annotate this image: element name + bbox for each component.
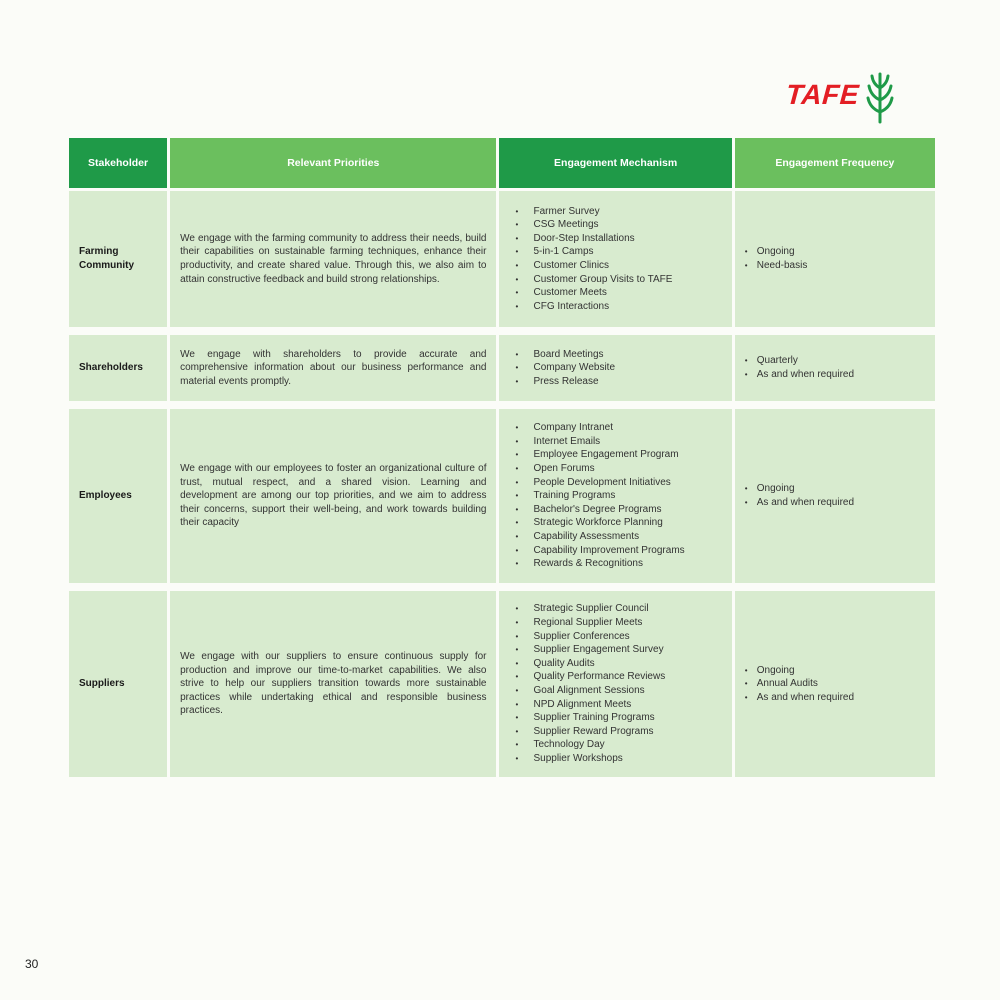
mechanism-cell [499, 191, 731, 327]
list-item: • Quality Performance Reviews [515, 670, 721, 684]
list-item: • Goal Alignment Sessions [515, 684, 721, 698]
header-engagement-mechanism: Engagement Mechanism [499, 138, 731, 188]
list-item: • Regional Supplier Meets [515, 616, 721, 630]
list-item: • Internet Emails [515, 435, 721, 449]
row-spacer [69, 586, 935, 588]
list-item: • 5-in-1 Camps [515, 245, 721, 259]
list-item: • Employee Engagement Program [515, 448, 721, 462]
page-number: 30 [25, 957, 39, 971]
list-item: • Bachelor's Degree Programs [515, 503, 721, 517]
frequency-cell [735, 191, 935, 327]
list-item: • Door-Step Installations [515, 232, 721, 246]
list-item: • Strategic Workforce Planning [515, 516, 721, 530]
list-item: • Supplier Engagement Survey [515, 643, 721, 657]
stakeholder-engagement-table [66, 135, 938, 780]
mechanism-cell [499, 335, 731, 401]
list-item: • As and when required [745, 368, 925, 382]
list-item: • Strategic Supplier Council [515, 602, 721, 616]
list-item: • Quality Audits [515, 657, 721, 671]
list-item: • Training Programs [515, 489, 721, 503]
frequency-cell [735, 335, 935, 401]
row-spacer-cell [69, 404, 935, 406]
list-item: • NPD Alignment Meets [515, 698, 721, 712]
list-item: • Supplier Workshops [515, 752, 721, 766]
priorities-cell: We engage with shareholders to provide accurate and comprehensive information about our business performance and material events promptly. [170, 335, 496, 401]
row-spacer [69, 330, 935, 332]
list-item: • CFG Interactions [515, 300, 721, 314]
priorities-cell: We engage with our employees to foster an organizational culture of trust, mutual respect, and a shared vision. Learning and development are among our top priorities, and we aim to address their concerns, support their well-being, and work towards building their capacity [170, 409, 496, 583]
table-row [69, 409, 935, 583]
mechanism-list [509, 602, 721, 765]
row-spacer-cell [69, 330, 935, 332]
mechanism-cell [499, 591, 731, 777]
list-item: • Board Meetings [515, 348, 721, 362]
mechanism-list [509, 421, 721, 571]
list-item: • Annual Audits [745, 677, 925, 691]
list-item: • Need-basis [745, 259, 925, 273]
list-item: • CSG Meetings [515, 218, 721, 232]
table-header-row [69, 138, 935, 188]
list-item: • As and when required [745, 496, 925, 510]
frequency-cell [735, 409, 935, 583]
tafe-logo [786, 66, 936, 124]
header-stakeholder: Stakeholder [69, 138, 167, 188]
list-item: • Ongoing [745, 482, 925, 496]
list-item: • As and when required [745, 691, 925, 705]
list-item: • Ongoing [745, 664, 925, 678]
stakeholder-cell: Shareholders [69, 335, 167, 401]
stakeholder-cell: Farming Community [69, 191, 167, 327]
list-item: • Capability Assessments [515, 530, 721, 544]
frequency-list [745, 664, 925, 705]
list-item: • Rewards & Recognitions [515, 557, 721, 571]
frequency-list [745, 245, 925, 272]
frequency-list [745, 354, 925, 381]
list-item: • Ongoing [745, 245, 925, 259]
mechanism-list [509, 205, 721, 314]
list-item: • Supplier Reward Programs [515, 725, 721, 739]
mechanism-cell [499, 409, 731, 583]
list-item: • Farmer Survey [515, 205, 721, 219]
stakeholder-cell: Employees [69, 409, 167, 583]
wheat-leaf-icon [865, 66, 895, 124]
mechanism-list [509, 348, 721, 389]
logo-wordmark: TAFE [784, 79, 861, 110]
list-item: • Company Website [515, 361, 721, 375]
list-item: • People Development Initiatives [515, 476, 721, 490]
list-item: • Capability Improvement Programs [515, 544, 721, 558]
priorities-cell: We engage with our suppliers to ensure continuous supply for production and improve our time-to-market capabilities. We also strive to help our suppliers transition towards more sustainable practices while undertaking ethical and responsible business practices. [170, 591, 496, 777]
stakeholder-cell: Suppliers [69, 591, 167, 777]
frequency-cell [735, 591, 935, 777]
table-row [69, 591, 935, 777]
row-spacer [69, 404, 935, 406]
list-item: • Customer Clinics [515, 259, 721, 273]
list-item: • Open Forums [515, 462, 721, 476]
list-item: • Supplier Conferences [515, 630, 721, 644]
table-row [69, 191, 935, 327]
list-item: • Customer Meets [515, 286, 721, 300]
frequency-list [745, 482, 925, 509]
list-item: • Customer Group Visits to TAFE [515, 273, 721, 287]
list-item: • Quarterly [745, 354, 925, 368]
priorities-cell: We engage with the farming community to address their needs, build their capabilities on sustainable farming techniques, enhance their productivity, and create shared value. Through this, we also aim to attain constructive feedback and build strong relationships. [170, 191, 496, 327]
list-item: • Technology Day [515, 738, 721, 752]
header-relevant-priorities: Relevant Priorities [170, 138, 496, 188]
table-row [69, 335, 935, 401]
list-item: • Press Release [515, 375, 721, 389]
header-engagement-frequency: Engagement Frequency [735, 138, 935, 188]
list-item: • Supplier Training Programs [515, 711, 721, 725]
row-spacer-cell [69, 586, 935, 588]
list-item: • Company Intranet [515, 421, 721, 435]
